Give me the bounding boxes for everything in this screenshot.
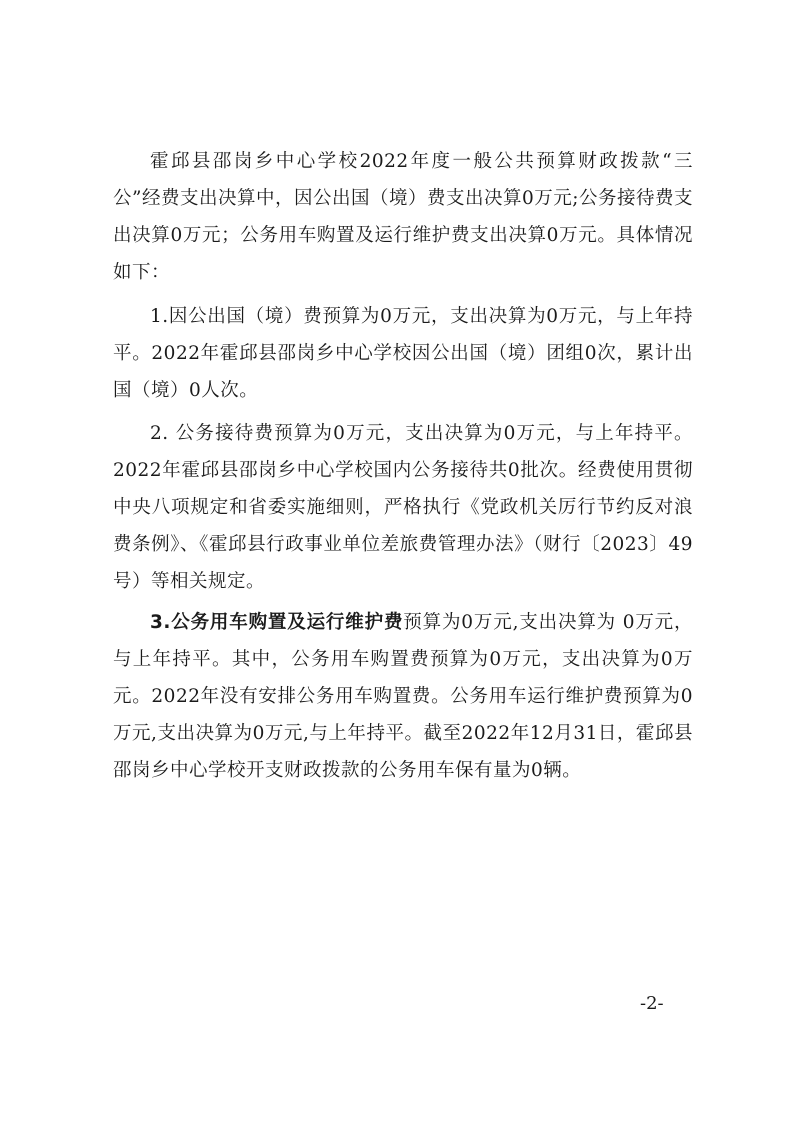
paragraph-item-1: 1.因公出国（境）费预算为0万元，支出决算为0万元，与上年持平。2022年霍邱县邵岗乡中心学校因公出国（境）团组0次，累计出国（境）0人次。 bbox=[113, 306, 693, 401]
paragraph-item-2: 2. 公务接待费预算为0万元，支出决算为0万元，与上年持平。2022年霍邱县邵岗乡中心学校国内公务接待共0批次。经费使用贯彻中央八项规定和省委实施细则，严格执行《党政机关厉行节约反对浪费条例》、《霍邱县行政事业单位差旅费管理办法》（财行〔2023〕49号）等相关规定。 bbox=[113, 423, 693, 592]
paragraph-intro: 霍邱县邵岗乡中心学校2022年度一般公共预算财政拨款“三公”经费支出决算中，因公出国（境）费支出决算0万元;公务接待费支出决算0万元；公务用车购置及运行维护费支出决算0万元。具体情况如下： bbox=[113, 151, 693, 283]
item-3-body: 预算为0万元,支出决算为 0万元，与上年持平。其中，公务用车购置费预算为0万元，支出决算为0万元。2022年没有安排公务用车购置费。公务用车运行维护费预算为0万元,支出决算为0万元,与上年持平。截至2022年12月31日，霍邱县邵岗乡中心学校开支财政拨款的公务用车保有量为0辆。 bbox=[113, 612, 693, 781]
page-number: -2- bbox=[640, 993, 664, 1014]
paragraph-item-3 bbox=[113, 604, 693, 789]
item-3-heading: 3.公务用车购置及运行维护费 bbox=[150, 612, 404, 633]
